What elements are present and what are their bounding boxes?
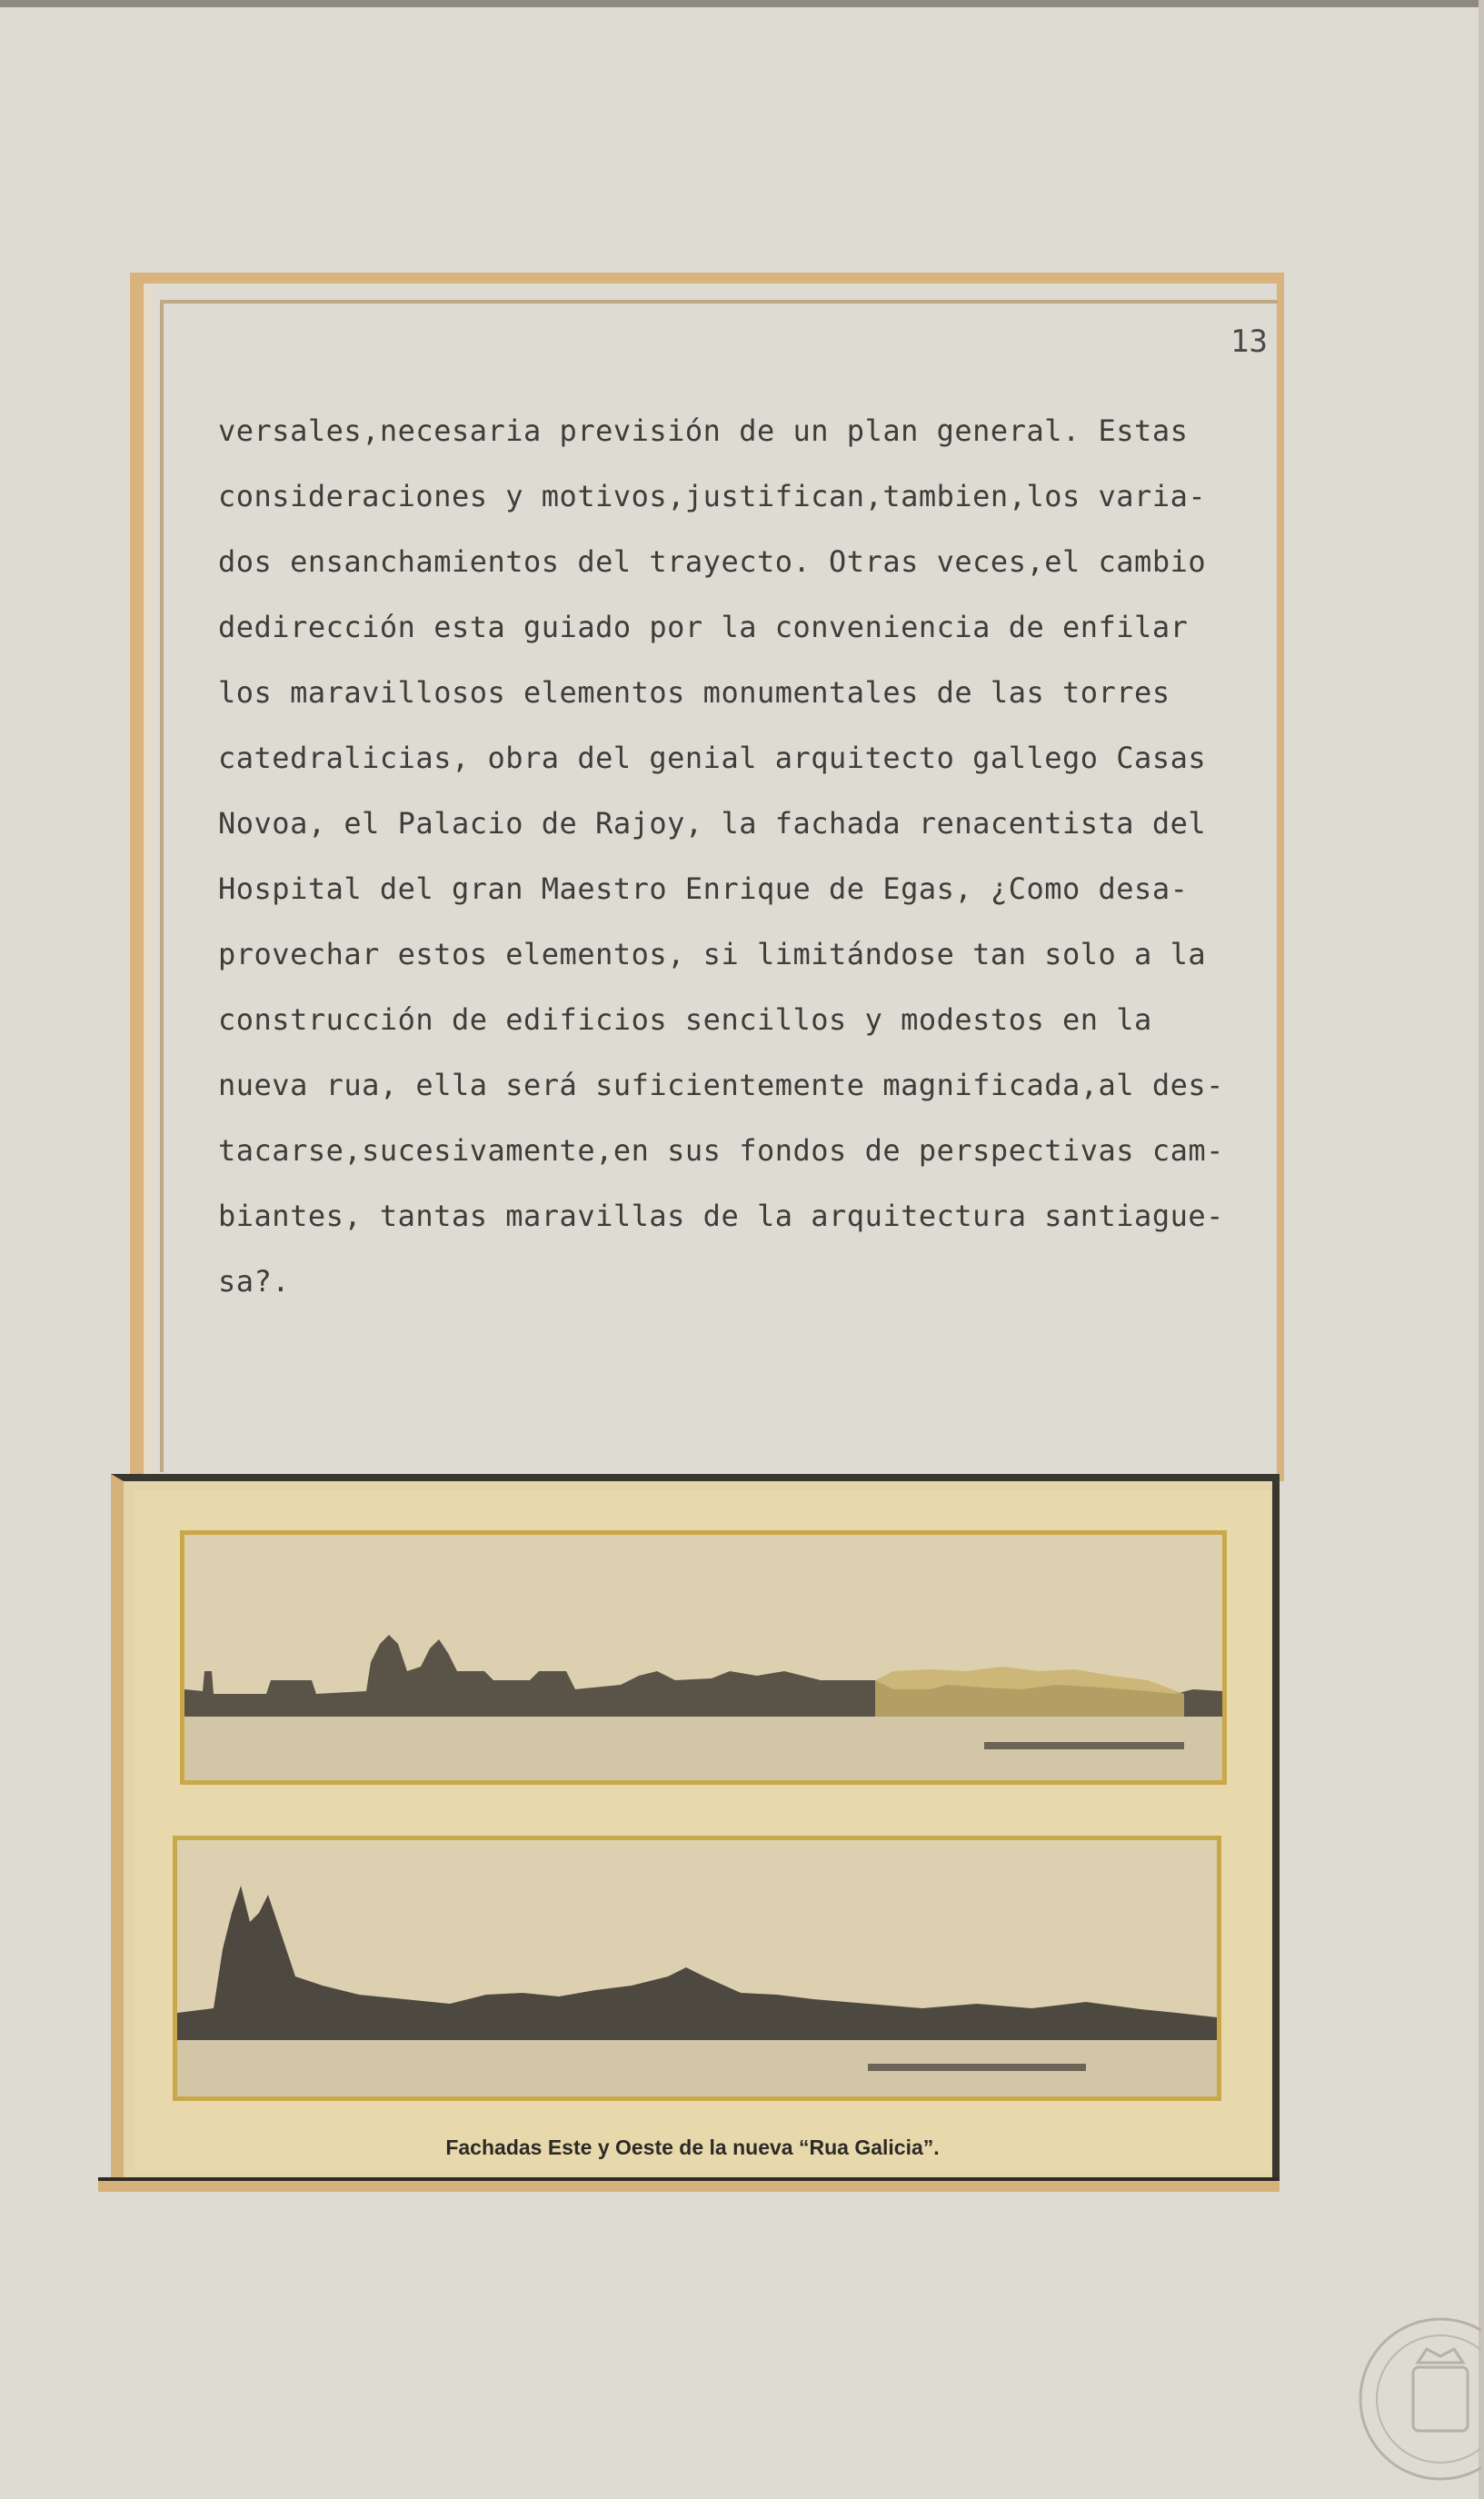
text-line: dos ensanchamientos del trayecto. Otras veces,el cambio bbox=[218, 544, 1207, 579]
text-line: sa?. bbox=[218, 1264, 291, 1299]
text-line: construcción de edificios sencillos y modestos en la bbox=[218, 1002, 1152, 1037]
text-line: dedirección esta guiado por la conveniencia de enfilar bbox=[218, 610, 1189, 644]
text-line: los maravillosos elementos monumentales de las torres bbox=[218, 675, 1170, 710]
typed-body-text bbox=[218, 398, 1263, 1314]
library-seal-stamp bbox=[1354, 2313, 1481, 2485]
text-line: catedralicias, obra del genial arquitecto gallego Casas bbox=[218, 741, 1207, 775]
text-line: nueva rua, ella será suficientemente magnificada,al des- bbox=[218, 1068, 1224, 1102]
page-right-edge bbox=[1479, 0, 1484, 2499]
text-line: biantes, tantas maravillas de la arquitectura santiague- bbox=[218, 1199, 1224, 1233]
text-line: tacarse,sucesivamente,en sus fondos de perspectivas cam- bbox=[218, 1133, 1224, 1168]
text-line: provechar estos elementos, si limitándose tan solo a la bbox=[218, 937, 1207, 971]
east-facade-illustration bbox=[180, 1530, 1227, 1785]
west-facade-illustration bbox=[173, 1836, 1221, 2101]
page-number: 13 bbox=[1230, 324, 1268, 360]
clipping-caption: Fachadas Este y Oeste de la nueva “Rua Galicia”. bbox=[445, 2136, 940, 2159]
text-line: Hospital del gran Maestro Enrique de Egas, ¿Como desa- bbox=[218, 871, 1189, 906]
clipping-base-strip bbox=[98, 2181, 1280, 2192]
text-line: Novoa, el Palacio de Rajoy, la fachada renacentista del bbox=[218, 806, 1207, 841]
page-top-edge bbox=[0, 0, 1484, 7]
text-line: consideraciones y motivos,justifican,tambien,los varia- bbox=[218, 479, 1207, 513]
west-facade-drawing bbox=[177, 1840, 1217, 2096]
east-facade-drawing bbox=[184, 1535, 1222, 1780]
text-frame-gap bbox=[144, 284, 151, 1474]
text-line: versales,necesaria previsión de un plan general. Estas bbox=[218, 413, 1189, 448]
